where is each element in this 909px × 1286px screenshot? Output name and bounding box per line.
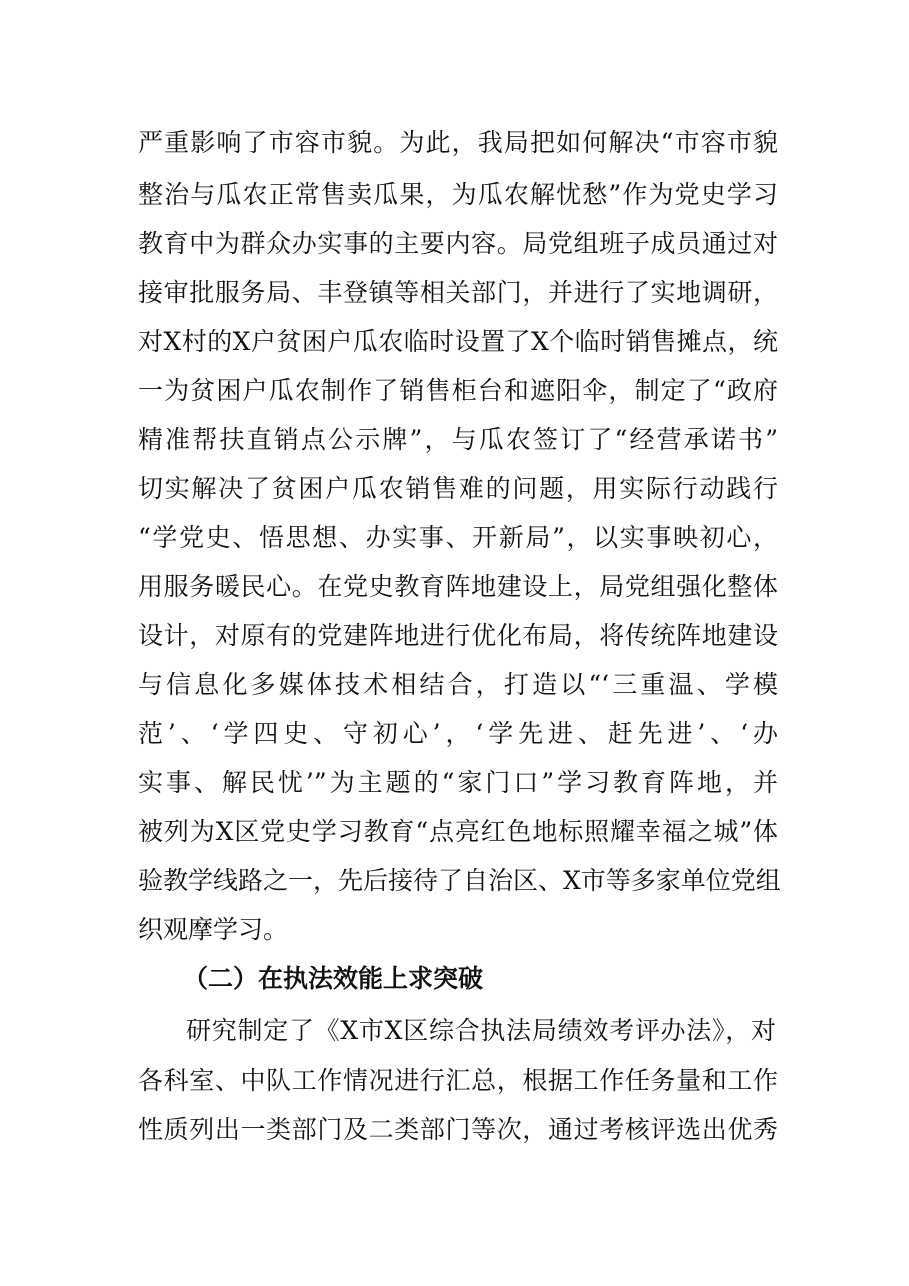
paragraph-line: 各科室、中队工作情况进行汇总，根据工作任务量和工作 <box>138 1066 778 1095</box>
paragraph-line: 一为贫困户瓜农制作了销售柜台和遮阳伞，制定了“政府 <box>138 376 778 405</box>
paragraph-line: 对X村的X户贫困户瓜农临时设置了X个临时销售摊点，统 <box>138 327 778 356</box>
paragraph-line: 整治与瓜农正常售卖瓜果，为瓜农解忧愁”作为党史学习 <box>138 180 778 209</box>
paragraph-line: 性质列出一类部门及二类部门等次，通过考核评选出优秀 <box>138 1115 778 1144</box>
paragraph-line: 与信息化多媒体技术相结合，打造以“‘三重温、学模 <box>138 670 778 699</box>
section-heading: （二）在执法效能上求突破 <box>183 964 484 993</box>
paragraph-line: 范’、‘学四史、守初心’，‘学先进、赶先进’、‘办 <box>138 719 778 748</box>
paragraph-line: 研究制定了《X市X区综合执法局绩效考评办法》，对 <box>186 1016 776 1045</box>
paragraph-line: 被列为X区党史学习教育“点亮红色地标照耀幸福之城”体 <box>138 817 778 846</box>
paragraph-line: 验教学线路之一，先后接待了自治区、X市等多家单位党组 <box>138 866 781 895</box>
paragraph-line: 接审批服务局、丰登镇等相关部门，并进行了实地调研， <box>138 278 778 307</box>
paragraph-line: 切实解决了贫困户瓜农销售难的问题，用实际行动践行 <box>138 474 778 503</box>
paragraph-line: 精准帮扶直销点公示牌”，与瓜农签订了“经营承诺书” <box>138 425 778 454</box>
paragraph-line: 用服务暖民心。在党史教育阵地建设上，局党组强化整体 <box>138 572 778 601</box>
paragraph-line: 严重影响了市容市貌。为此，我局把如何解决“市容市貌 <box>138 128 778 157</box>
paragraph-line: 实事、解民忧’”为主题的“家门口”学习教育阵地，并 <box>138 768 778 797</box>
paragraph-line: 设计，对原有的党建阵地进行优化布局，将传统阵地建设 <box>138 621 778 650</box>
paragraph-line: 织观摩学习。 <box>138 915 289 944</box>
paragraph-line: 教育中为群众办实事的主要内容。局党组班子成员通过对 <box>138 229 778 258</box>
paragraph-line: “学党史、悟思想、办实事、开新局”，以实事映初心， <box>138 523 778 552</box>
